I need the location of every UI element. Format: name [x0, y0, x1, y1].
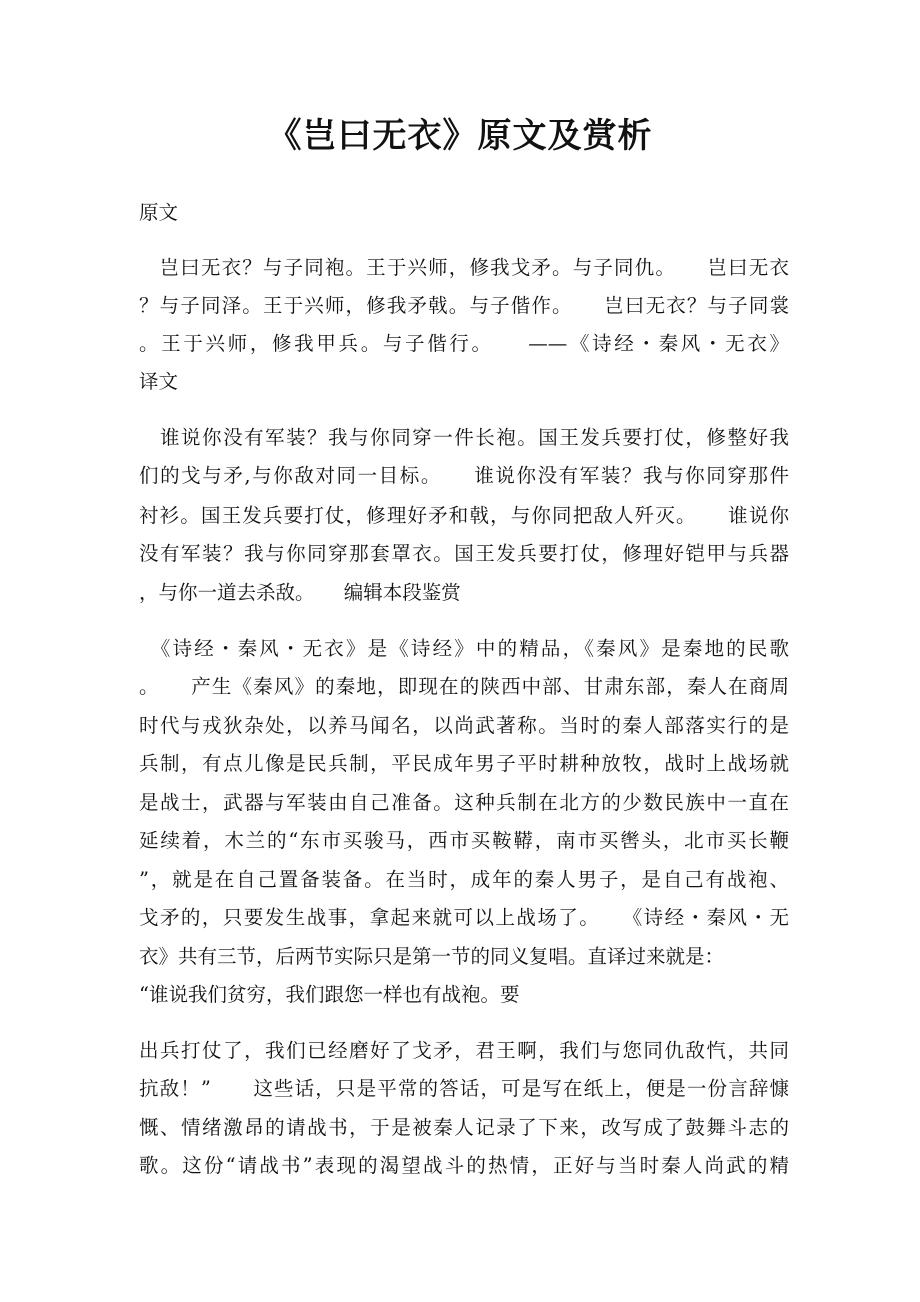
- translation-text-line: 衬衫。国王发兵要打仗，修理好矛和戟，与你同把敌人歼灭。 谁说你: [139, 504, 789, 527]
- continuation-text-line: 出兵打仗了，我们已经磨好了戈矛，君王啊，我们与您同仇敌忾，共同: [139, 1039, 789, 1062]
- appreciation-text-line: 《诗经・秦风・无衣》是《诗经》中的精品，《秦风》是秦地的民歌: [139, 637, 789, 660]
- original-text-line: 。王于兴师，修我甲兵。与子偕行。 ——《诗经・秦风・无衣》: [139, 332, 789, 355]
- appreciation-text-line: “谁说我们贫穷，我们跟您一样也有战袍。要: [139, 983, 520, 1006]
- appreciation-text-line: 延续着，木兰的“东市买骏马，西市买鞍鞯，南市买辔头，北市买长鞭: [139, 829, 789, 852]
- section-heading-translation: 译文: [139, 370, 179, 393]
- translation-text-line: 谁说你没有军装？我与你同穿一件长袍。国王发兵要打仗，修整好我: [139, 426, 789, 449]
- translation-text-line: 们的戈与矛,与你敌对同一目标。 谁说你没有军装？我与你同穿那件: [139, 464, 789, 487]
- appreciation-text-line: 时代与戎狄杂处，以养马闻名，以尚武著称。当时的秦人部落实行的是: [139, 714, 789, 737]
- original-text-line: ？与子同泽。王于兴师，修我矛戟。与子偕作。 岂曰无衣？与子同裳: [139, 294, 789, 317]
- appreciation-text-line: 衣》共有三节，后两节实际只是第一节的同义复唱。直译过来就是：: [139, 945, 725, 968]
- continuation-text-line: 慨、情绪激昂的请战书，于是被秦人记录了下来，改写成了鼓舞斗志的: [139, 1116, 789, 1139]
- appreciation-text-line: 是战士，武器与军装由自己准备。这种兵制在北方的少数民族中一直在: [139, 791, 789, 814]
- continuation-text-line: 歌。这份“请战书”表现的渴望战斗的热情，正好与当时秦人尚武的精: [139, 1154, 789, 1177]
- appreciation-text-line: 兵制，有点儿像是民兵制，平民成年男子平时耕种放牧，战时上战场就: [139, 752, 789, 775]
- translation-text-line: 没有军装？我与你同穿那套罩衣。国王发兵要打仗，修理好铠甲与兵器: [139, 542, 789, 565]
- appreciation-text-line: 戈矛的，只要发生战事，拿起来就可以上战场了。 《诗经・秦风・无: [139, 906, 789, 929]
- document-title: 《岂曰无衣》原文及赏析: [267, 116, 653, 156]
- original-text-line: 岂曰无衣？与子同袍。王于兴师，修我戈矛。与子同仇。 岂曰无衣: [139, 256, 789, 279]
- continuation-text-line: 抗敌！” 这些话，只是平常的答话，可是写在纸上，便是一份言辞慷: [139, 1077, 789, 1100]
- appreciation-text-line: ”，就是在自己置备装备。在当时，成年的秦人男子，是自己有战袍、: [139, 868, 789, 891]
- appreciation-text-line: 。 产生《秦风》的秦地，即现在的陕西中部、甘肃东部，秦人在商周: [139, 675, 789, 698]
- translation-text-line: ，与你一道去杀敌。 编辑本段鉴赏: [139, 581, 461, 604]
- section-heading-original: 原文: [139, 201, 179, 224]
